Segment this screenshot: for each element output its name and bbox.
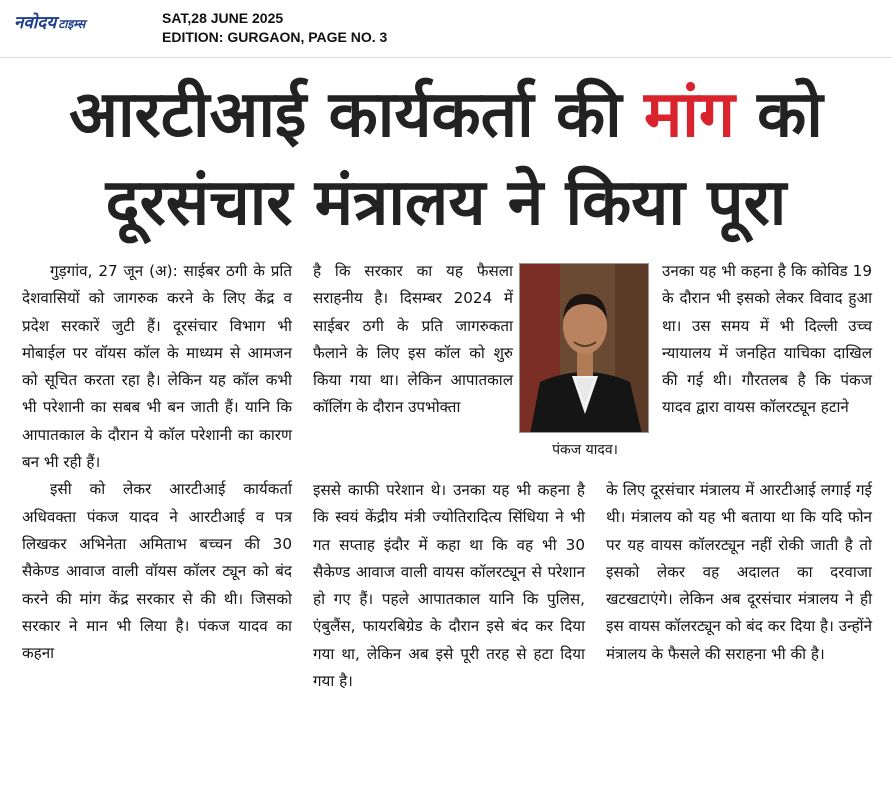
edition-page: EDITION: GURGAON, PAGE NO. 3: [162, 29, 388, 45]
edition-info: [162, 9, 387, 47]
article-paragraph: गुड़गांव, 27 जून (अ): साईबर ठगी के प्रति देशवासियों को जागरुक करने के लिए केंद्र व प्रदेश सरकारें जुटी हैं। दूरसंचार विभाग भी मोबाईल पर वॉयस कॉल के माध्यम से आमजन को सूचित करता रहा है। लेकिन यह कॉल कभी भी परेशानी का सबब भी बन जाती हैं। यानि कि आपातकाल के दौरान ये कॉल परेशानी का कारण बन भी रही हैं।: [22, 262, 292, 472]
article-paragraph: उनका यह भी कहना है कि कोविड 19 के दौरान भी इसको लेकर विवाद हुआ था। उस समय में भी दिल्ली उच्च न्यायालय में जनहित याचिका दाखिल की गई थी। गौरतलब है कि पंकज यादव द्वारा वायस कॉलरट्यून हटाने: [662, 262, 872, 417]
headline-line-2: दूरसंचार मंत्रालय ने किया पूरा: [105, 166, 787, 240]
article-column-2-top: [313, 258, 513, 422]
article-column-2-bottom: [313, 477, 585, 695]
publication-date: SAT,28 JUNE 2025: [162, 10, 284, 26]
article-column-1: [22, 258, 292, 667]
headline-line-1: आरटीआई कार्यकर्ता की मांग को: [69, 78, 823, 152]
newspaper-logo: नवोदय टाइम्स: [14, 13, 86, 33]
masthead: [0, 0, 892, 58]
article-paragraph: है कि सरकार का यह फैसला सराहनीय है। दिसम्बर 2024 में साईबर ठगी के प्रति जागरुकता फैलाने के लिए इस कॉल को शुरु किया गया था। लेकिन आपातकाल कॉलिंग के दौरान उपभोक्ता: [313, 262, 513, 417]
photo-caption: पंकज यादव।: [552, 442, 618, 458]
article-column-3-bottom: [606, 477, 872, 668]
article-paragraph: इसी को लेकर आरटीआई कार्यकर्ता अधिवक्ता पंकज यादव ने आरटीआई व पत्र लिखकर अभिनेता अमिताभ बच्चन की 30 सैकेण्ड आवाज वाली वॉयस कॉलर ट्यून को बंद करने की मांग केंद्र सरकार से की थी। जिसको सरकार ने मान भी लिया है। पंकज यादव का कहना: [22, 480, 292, 663]
article-paragraph: के लिए दूरसंचार मंत्रालय में आरटीआई लगाई गई थी। मंत्रालय को यह भी बताया था कि यदि फोन पर यह वायस कॉलरट्यून नहीं रोकी जाती है तो इसको लेकर वह अदालत का दरवाजा खटखटाएंगे। लेकिन अब दूरसंचार मंत्रालय ने ही इस वायस कॉलरट्यून को बंद कर दिया है। उन्होंने मंत्रालय के फैसले की सराहना भी की है।: [606, 481, 872, 663]
portrait-image: [520, 264, 649, 433]
article-column-3-top: [662, 258, 872, 422]
article-paragraph: इससे काफी परेशान थे। उनका यह भी कहना है कि स्वयं केंद्रीय मंत्री ज्योतिरादित्य सिंधिया ने भी गत सप्ताह इंदौर में कहा था कि वह भी 30 सैकेण्ड आवाज वाली वायस कॉलरट्यून से परेशान हो गए हैं। पहले आपातकाल यानि कि पुलिस, एंबुलैंस, फायरबिग्रेड के दौरान इसे बंद कर दिया गया था, लेकिन अब इसे पूरी तरह से हटा दिया गया है।: [313, 481, 585, 691]
person-photo: [519, 263, 649, 433]
headline-highlight: मांग: [643, 78, 735, 152]
